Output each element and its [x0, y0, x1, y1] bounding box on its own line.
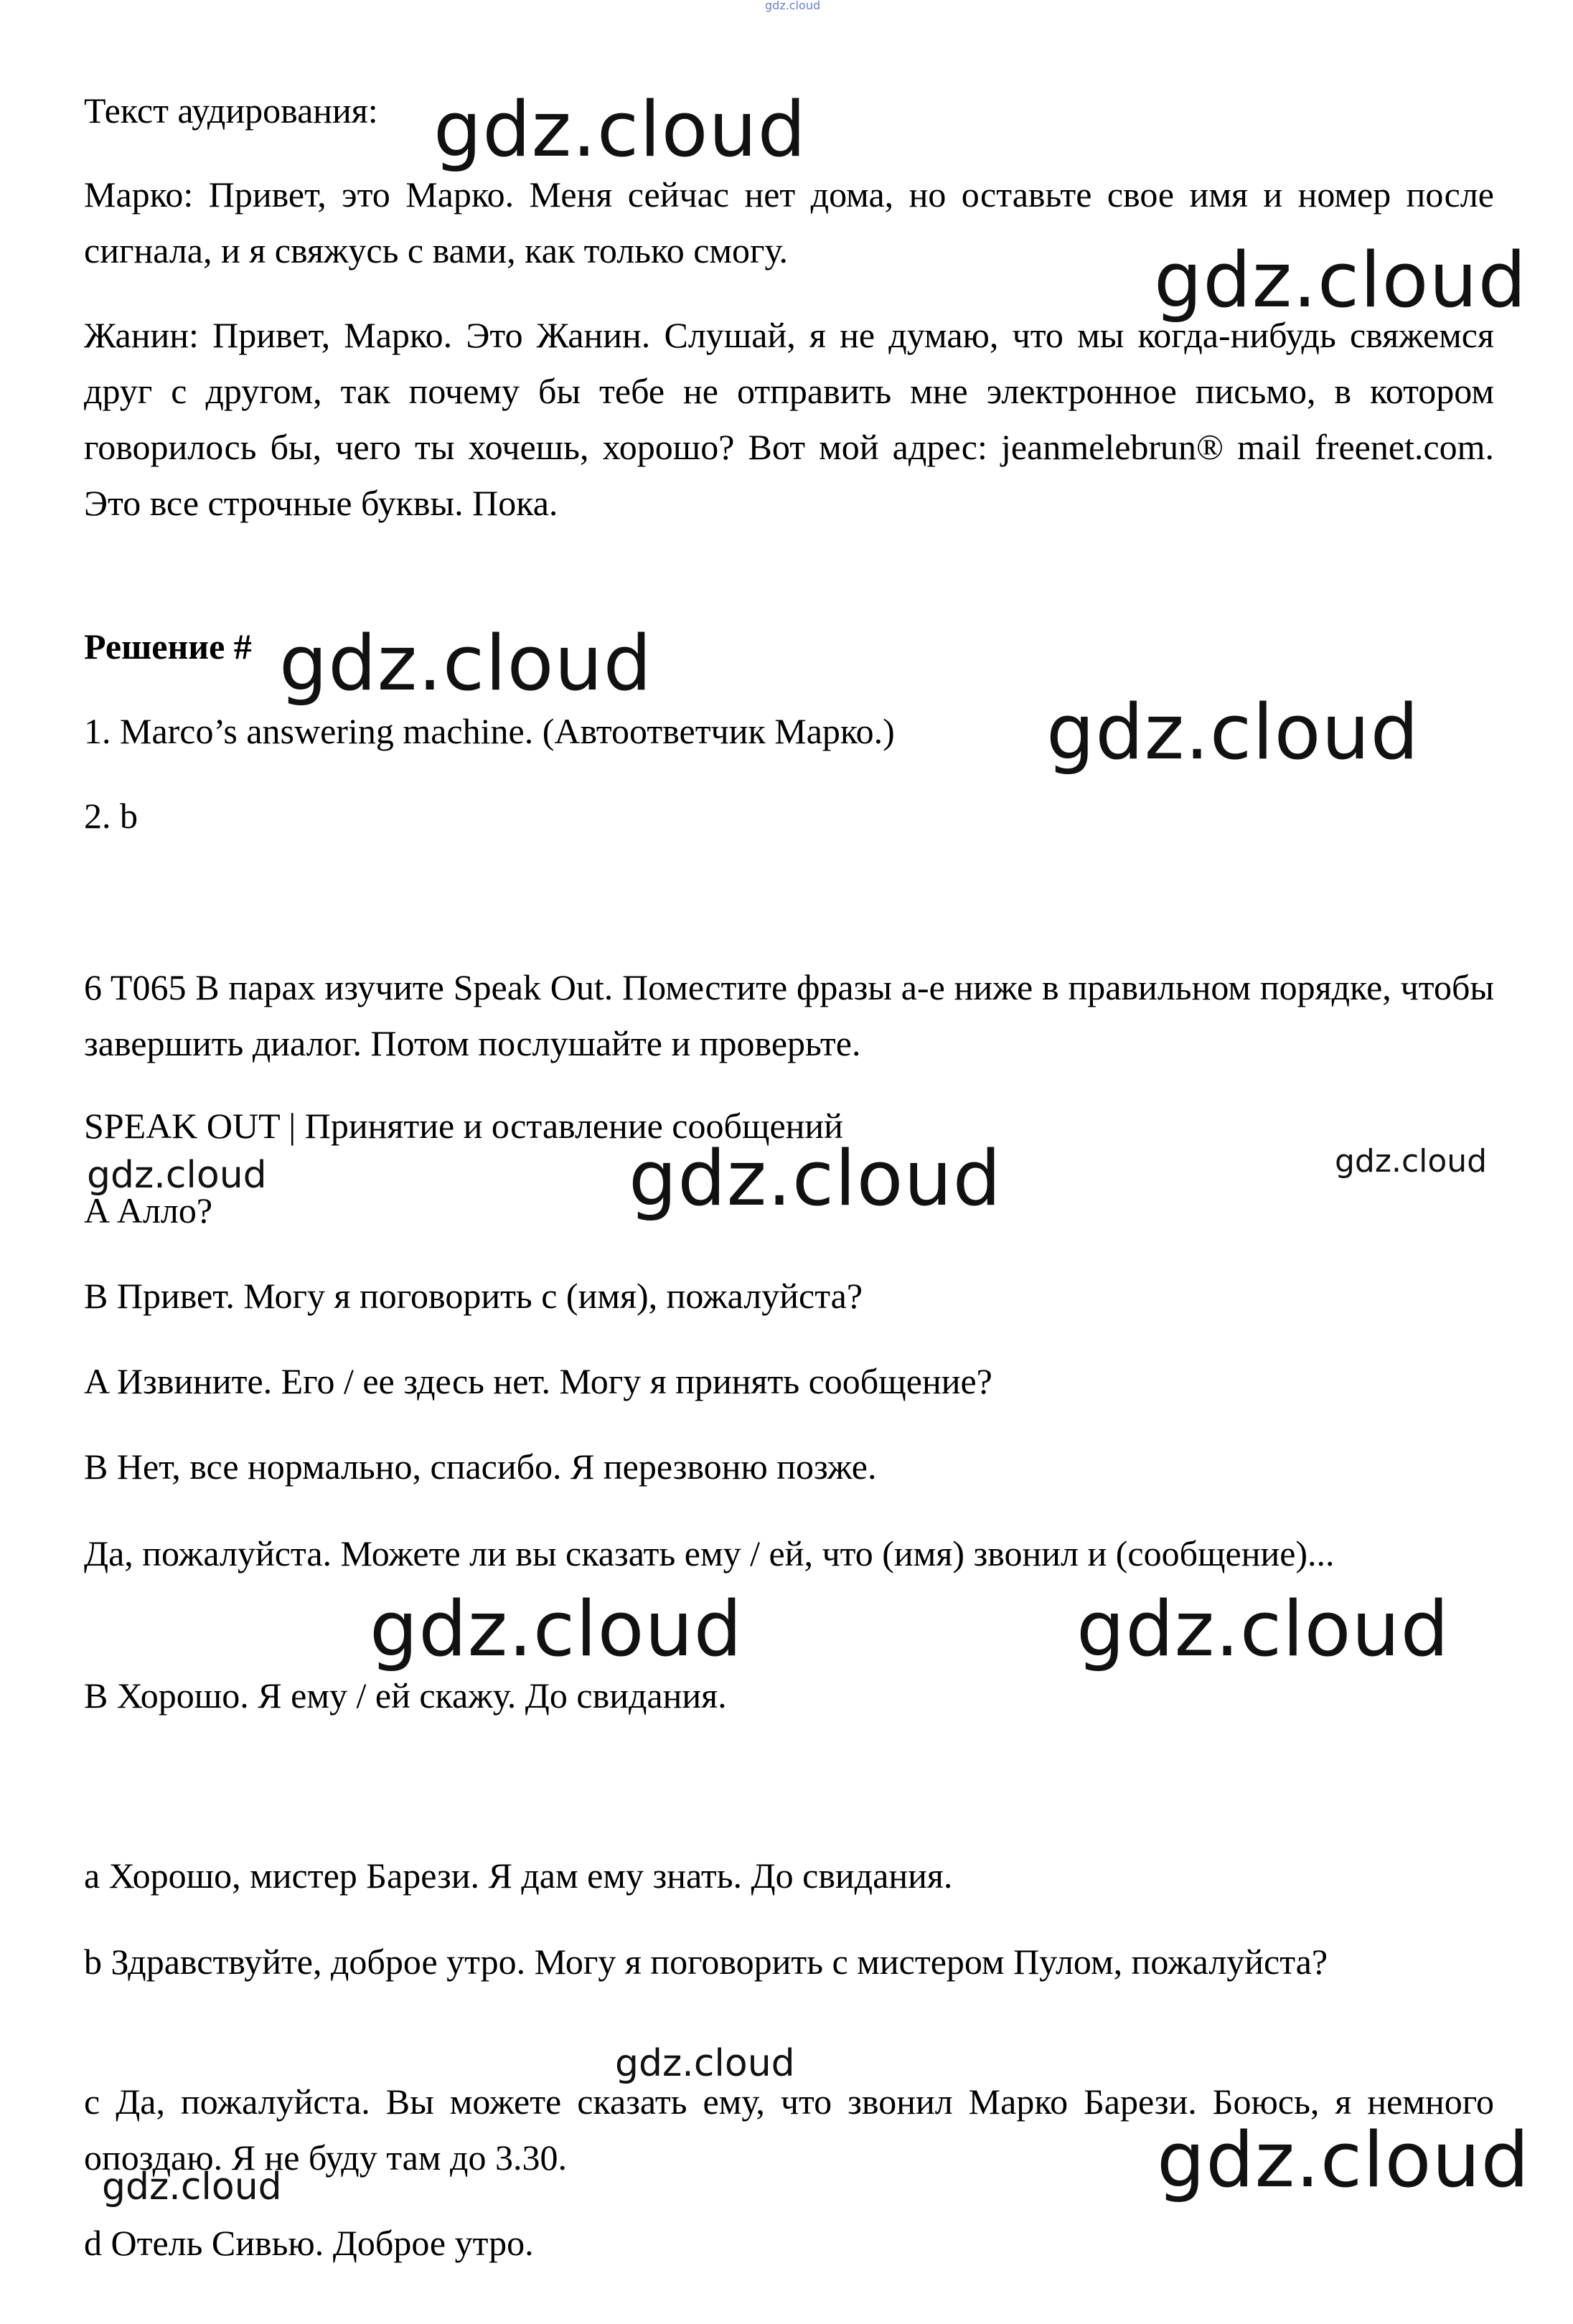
phrase-item: d Отель Сивью. Доброе утро. — [84, 2223, 534, 2263]
watermark: gdz.cloud — [1335, 1143, 1488, 1180]
listening-heading: Текст аудирования: — [84, 90, 378, 131]
watermark: gdz.cloud — [629, 1134, 1002, 1223]
dialogue-line: A Извините. Его / ее здесь нет. Могу я принять сообщение? — [84, 1361, 992, 1401]
phrase-item: c Да, пожалуйста. Вы можете сказать ему, что звонил Марко Барези. Боюсь, я немного опоздаю. Я не буду там до 3.30. — [84, 2081, 1494, 2178]
dialogue-line: B Хорошо. Я ему / ей скажу. До свидания. — [84, 1675, 727, 1716]
task6-instruction: 6 T065 В парах изучите Speak Out. Поместите фразы a-e ниже в правильном порядке, чтобы завершить диалог. Потом послушайте и проверьте. — [84, 967, 1494, 1063]
listening-marco-paragraph: Марко: Привет, это Марко. Меня сейчас нет дома, но оставьте свое имя и номер после сигнала, и я свяжусь с вами, как только смогу. — [84, 174, 1494, 270]
dialogue-line: B Нет, все нормально, спасибо. Я перезвоню позже. — [84, 1446, 877, 1487]
solution-answer-1: 1. Marco’s answering machine. (Автоответчик Марко.) — [84, 711, 895, 751]
watermark: gdz.cloud — [1154, 236, 1527, 324]
watermark: gdz.cloud — [433, 85, 807, 174]
watermark: gdz.cloud — [1046, 688, 1419, 776]
phrase-item: a Хорошо, мистер Барези. Я дам ему знать. До свидания. — [84, 1855, 953, 1896]
dialogue-line: Да, пожалуйста. Можете ли вы сказать ему / ей, что (имя) звонил и (сообщение)... — [84, 1533, 1335, 1573]
solution-answer-2: 2. b — [84, 796, 138, 836]
dialogue-line: A Алло? — [84, 1190, 213, 1231]
phrase-item: b Здравствуйте, доброе утро. Могу я поговорить с мистером Пулом, пожалуйста? — [84, 1942, 1328, 1982]
watermark: gdz.cloud — [370, 1585, 743, 1673]
watermark: gdz.cloud — [1157, 2116, 1530, 2204]
listening-janine-paragraph: Жанин: Привет, Марко. Это Жанин. Слушай, я не думаю, что мы когда-нибудь свяжемся друг с другом, так почему бы тебе не отправить мне электронное письмо, в котором говорилось бы, чего ты хочешь, хорошо? Вот мой адрес: jeanmelebrun® mail freenet.com. Это все строчные буквы. Пока. — [84, 315, 1494, 523]
watermark: gdz.cloud — [279, 619, 652, 707]
solution-heading: Решение # — [84, 626, 252, 667]
watermark: gdz.cloud — [87, 1154, 267, 1197]
watermark: gdz.cloud — [1076, 1585, 1450, 1673]
watermark: gdz.cloud — [102, 2165, 282, 2208]
watermark-top: gdz.cloud — [765, 0, 821, 12]
speak-out-title: SPEAK OUT | Принятие и оставление сообщений — [84, 1106, 843, 1146]
watermark: gdz.cloud — [615, 2042, 795, 2085]
dialogue-line: B Привет. Могу я поговорить с (имя), пожалуйста? — [84, 1276, 863, 1316]
